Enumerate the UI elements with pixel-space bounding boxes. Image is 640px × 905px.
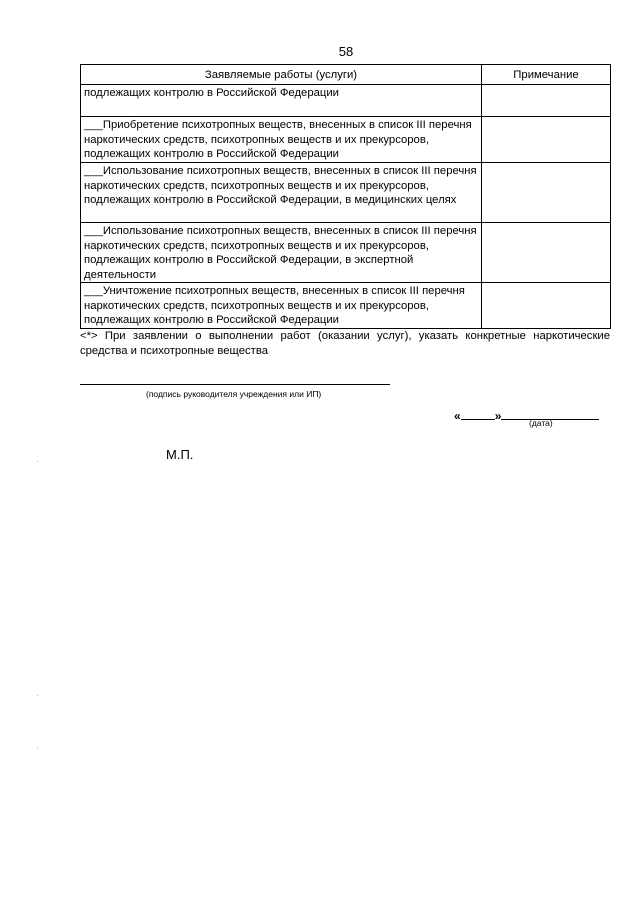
scan-speck [37,748,38,749]
note-cell [482,85,611,117]
signature-caption: (подпись руководителя учреждения или ИП) [146,389,322,399]
work-cell [81,163,482,223]
table-row [81,283,611,329]
table-row [81,223,611,283]
header-works: Заявляемые работы (услуги) [81,65,482,85]
work-text: Использование психотропных веществ, внесенных в список III перечня наркотических средств, психотропных веществ и их прекурсоров, подлежащих контролю в Российской Федерации, в медицинских целях [84,165,477,206]
note-cell [482,117,611,163]
date-open-quote: « [454,409,461,423]
work-cell [81,117,482,163]
work-text: подлежащих контролю в Российской Федерации [84,87,339,99]
table-header-row [81,65,611,85]
table-row [81,85,611,117]
work-text: Использование психотропных веществ, внесенных в список III перечня наркотических средств, психотропных веществ и их прекурсоров, подлежащих контролю в Российской Федерации, в экспертной деятельности [84,225,477,281]
header-note: Примечание [482,65,611,85]
work-blank: ___ [84,285,103,297]
note-cell [482,283,611,329]
works-table [80,64,611,329]
note-cell [482,223,611,283]
work-blank: ___ [84,165,103,177]
work-cell [81,85,482,117]
work-cell [81,223,482,283]
date-day-blank [461,408,495,420]
table-row [81,163,611,223]
signature-line [80,384,390,385]
date-field [454,408,599,423]
footnote: <*> При заявлении о выполнении работ (оказании услуг), указать конкретные наркотические средства и психотропные вещества [80,330,610,357]
work-text: Уничтожение психотропных веществ, внесенных в список III перечня наркотических средств, психотропных веществ и их прекурсоров, подлежащих контролю в Российской Федерации [84,285,465,326]
work-blank: ___ [84,225,103,237]
table-row [81,117,611,163]
scan-speck [37,461,38,462]
page-number: 58 [338,44,354,59]
note-cell [482,163,611,223]
date-caption: (дата) [529,418,553,428]
work-cell [81,283,482,329]
scan-speck [37,695,38,696]
work-text: Приобретение психотропных веществ, внесенных в список III перечня наркотических средств, психотропных веществ и их прекурсоров, подлежащих контролю в Российской Федерации [84,119,472,160]
stamp-mark: М.П. [166,447,194,462]
date-close-quote: » [494,409,502,423]
work-blank: ___ [84,119,103,131]
